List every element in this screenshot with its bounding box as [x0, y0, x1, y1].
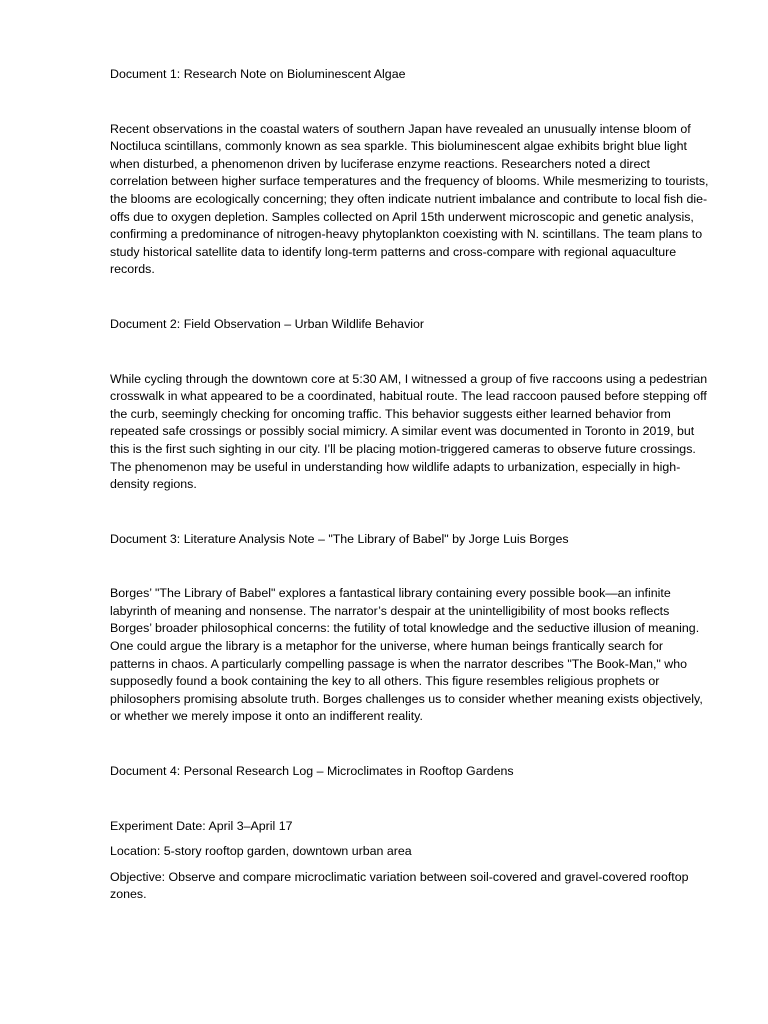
document-1-heading: Document 1: Research Note on Bioluminescent Algae [110, 67, 406, 81]
document-4-heading: Document 4: Personal Research Log – Microclimates in Rooftop Gardens [110, 764, 514, 779]
document-2-paragraph: While cycling through the downtown core at 5:30 AM, I witnessed a group of five raccoons using a pedestrian crosswalk in what appeared to be a coordinated, habitual route. The lead raccoon paused before stepping off the curb, seemingly checking for oncoming traffic. This behavior suggests either learned behavior from repeated safe crossings or possibly social mimicry. A similar event was documented in Toronto in 2019, but this is the first such sighting in our city. I’ll be placing motion-triggered cameras to observe future crossings. The phenomenon may be useful in understanding how wildlife adapts to urbanization, especially in high-density regions. [110, 371, 708, 492]
document-page [110, 66, 710, 904]
document-3-paragraph: Borges’ "The Library of Babel" explores a fantastical library containing every possible book—an infinite labyrinth of meaning and nonsense. The narrator’s despair at the unintelligibility of most books reflects Borges’ broader philosophical concerns: the futility of total knowledge and the seductive illusion of meaning. One could argue the library is a metaphor for the universe, where human beings frantically search for patterns in chaos. A particularly compelling passage is when the narrator describes "The Book-Man," who supposedly found a book containing the key to all others. This figure resembles religious prophets or philosophers promising absolute truth. Borges challenges us to consider whether meaning exists objectively, or whether we merely impose it onto an indifferent reality. [110, 586, 703, 724]
document-1-paragraph: Recent observations in the coastal waters of southern Japan have revealed an unusually intense bloom of Noctiluca scintillans, commonly known as sea sparkle. This bioluminescent algae exhibits bright blue light when disturbed, a phenomenon driven by luciferase enzyme reactions. Researchers noted a direct correlation between higher surface temperatures and the frequency of blooms. While mesmerizing to tourists, the blooms are ecologically concerning; they often indicate nutrient imbalance and contribute to local fish die-offs due to oxygen depletion. Samples collected on April 15th underwent microscopic and genetic analysis, confirming a predominance of nitrogen-heavy phytoplankton coexisting with N. scintillans. The team plans to study historical satellite data to identify long-term patterns and cross-compare with regional aquaculture records. [110, 121, 709, 277]
location-line: Location: 5-story rooftop garden, downtown urban area [110, 844, 412, 859]
experiment-date-line: Experiment Date: April 3–April 17 [110, 818, 293, 833]
objective-line: Objective: Observe and compare microclimatic variation between soil-covered and gravel-covered rooftop zones. [110, 869, 689, 902]
document-2-heading: Document 2: Field Observation – Urban Wildlife Behavior [110, 316, 425, 331]
document-3-heading: Document 3: Literature Analysis Note – "The Library of Babel" by Jorge Luis Borges [110, 531, 569, 546]
